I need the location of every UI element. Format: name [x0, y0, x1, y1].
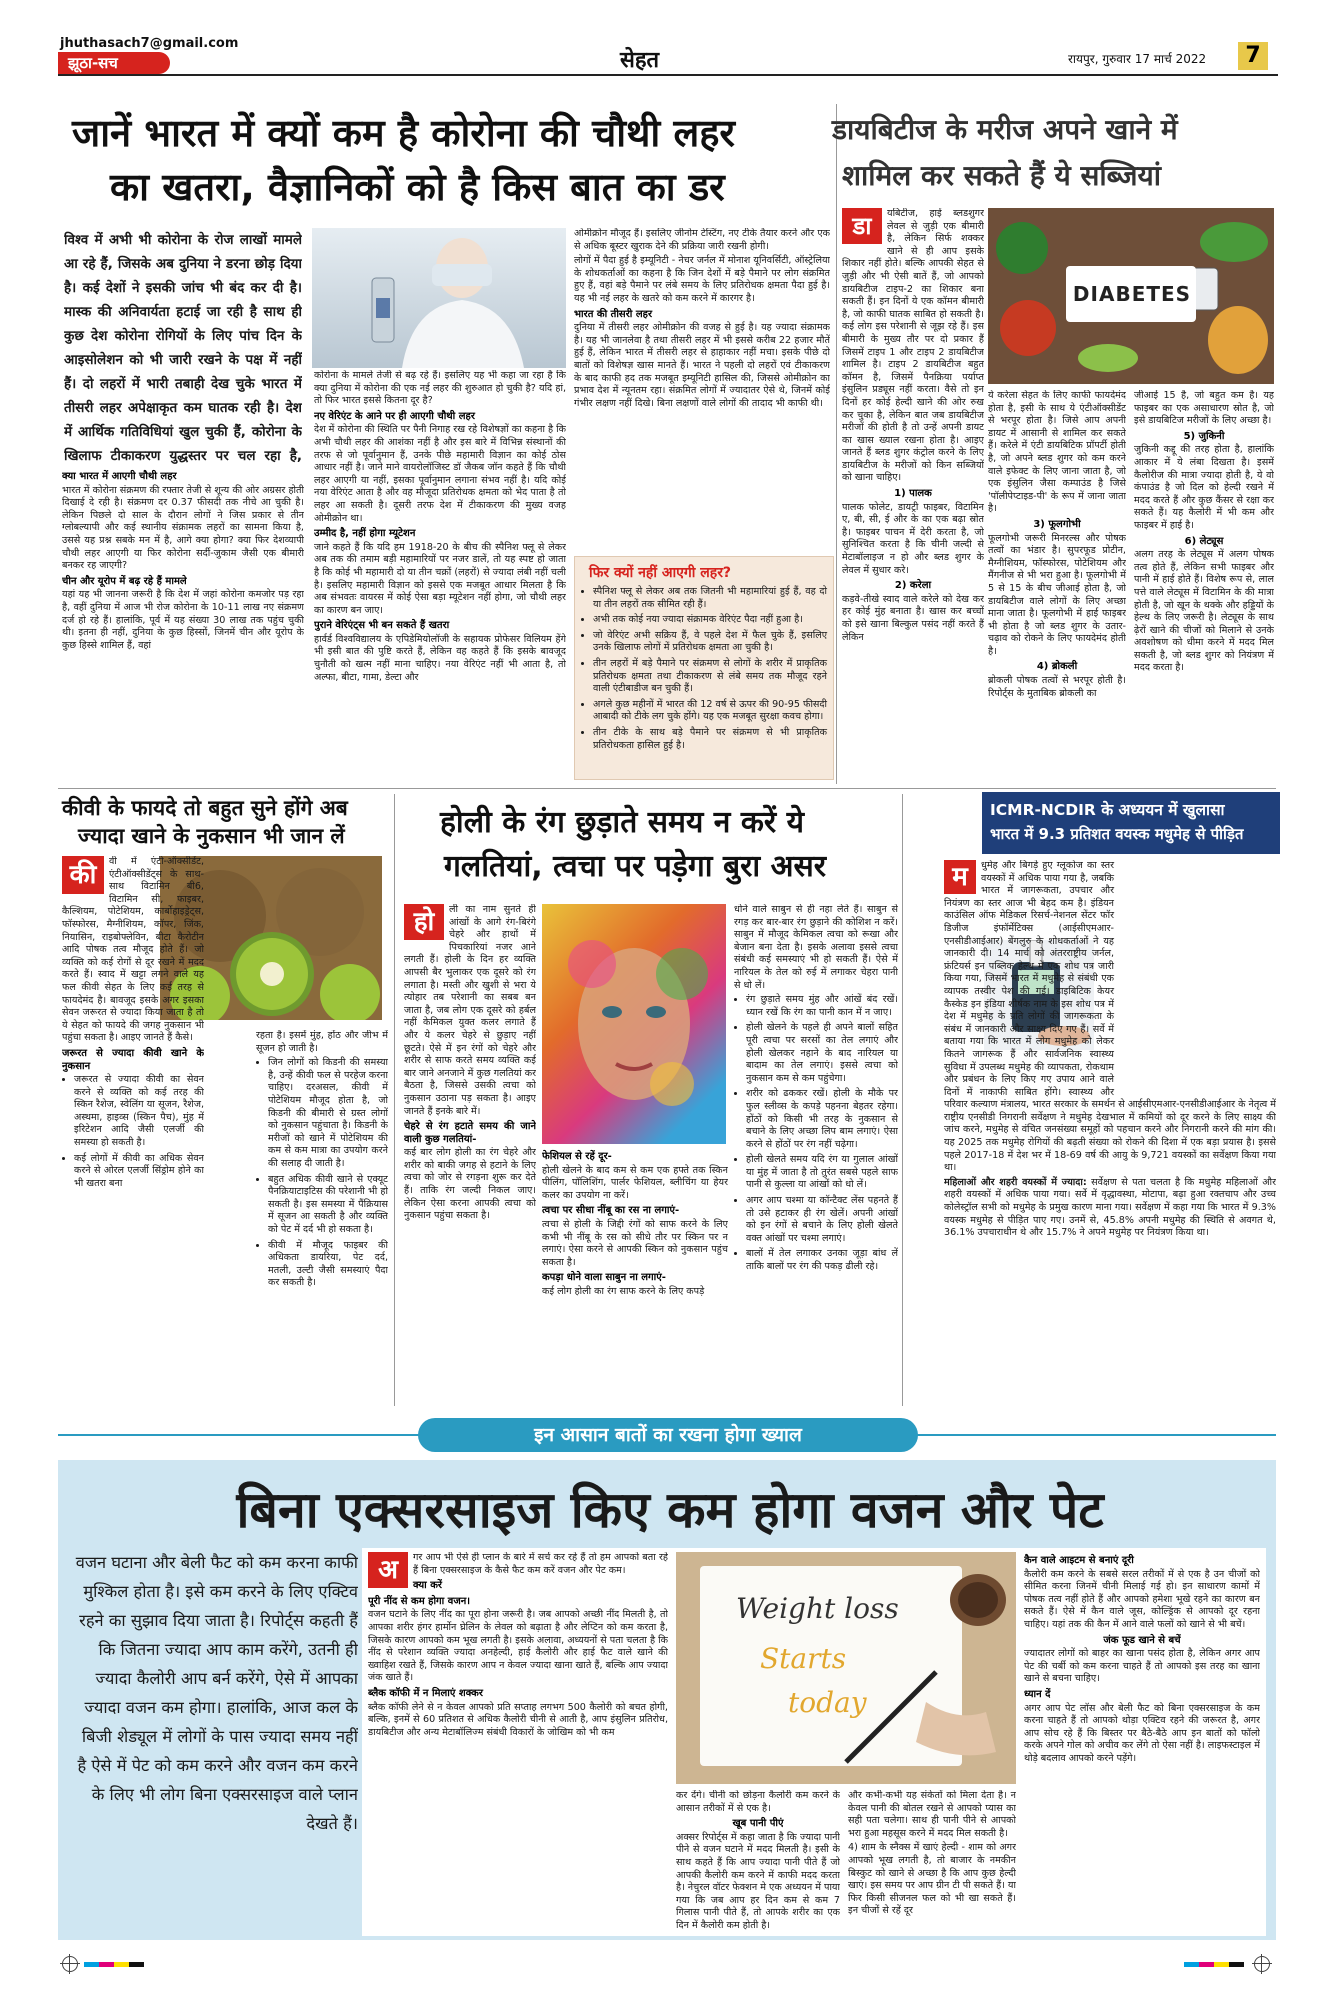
weight-para: गर आप भी ऐसे ही प्लान के बारे में सर्च कर रहे हैं तो हम आपको बता रहे हैं बिना एक्सरसाइज के कैसे फैट कम करें वजन और पेट कम।: [413, 1552, 668, 1576]
kiwi-sub-side-effects: जरूरत से ज्यादा कीवी खाने के नुकसान: [62, 1047, 204, 1072]
diabetes-sub-spinach: 1) पालक: [894, 488, 932, 500]
icmr-banner-line2: भारत में 9.3 प्रतिशत वयस्क मधुमेह से पीड़ित: [990, 825, 1244, 843]
corona-col3: [574, 228, 830, 518]
weight-para: अगर आप पेट लॉस और बेली फैट को बिना एक्सरसाइज के कम करना चाहते हैं तो आपको थोड़ा एक्टिव रहने की जरूरत है, अगर आप सोच रहे हैं कि बिस्तर पर बैठे-बैठे आप इन बातों को फॉलो करके अपने गोल को अचीव कर लेंगे तो ऐसा नहीं है। लाइफस्टाइल में थोड़े बदलाव आपको करने पड़ेंगे।: [1024, 1702, 1260, 1764]
corona-para: जाने कहते हैं कि यदि हम 1918-20 के बीच की स्पैनिश फ्लू से लेकर अब तक की तमाम बड़ी महामारियों पर नजर डालें, तो यह स्पष्ट हो जाता है कि कोई भी महामारी दो या तीन चक्रों (लहरों) से ज्यादा लंबी नहीं चली है। इसलिए महामारी विज्ञान को इससे एक मजबूत आधार मिलता है कि अब संभवतः वायरस में कोई ऐसा बड़ा म्यूटेशन नहीं होगा, जो चौथी लहर का कारण बन जाए।: [314, 541, 566, 616]
corona-headline-line1: जानें भारत में क्यों कम है कोरोना की चौथी लहर: [72, 111, 735, 155]
diabetes-para: फूलगोभी जरूरी मिनरल्स और पोषक तत्वों का भंडार है। सुपरफूड प्रोटीन, मैग्नीशियम, फॉस्फोरस, पोटेशियम और मैंगनीज से भी भरा हुआ है। फूलगोभी में 5 से 15 के बीच जीआई होता है, जो डायबिटीज वाले लोगों के लिए अच्छा माना जाता है। फूलगोभी में हाई फाइबर भी होता है जो ब्लड शुगर के उतार-चढ़ाव को रोकने के लिए फायदेमंद होती है।: [988, 532, 1126, 657]
drop-cap: म: [944, 860, 976, 894]
list-item: • बहुत अधिक कीवी खाने से एक्यूट पैनक्रियाटाइटिस की परेशानी भी हो सकती है। इस समस्या में पैंक्रियास में सूजन आ सकती है और व्यक्ति को पेट में दर्द भी हो सकता है।: [268, 1174, 388, 1237]
weight-para: ब्लैक कॉफी लेने से न केवल आपको प्रति सप्ताह लगभग 500 कैलोरी को बचत होगी, बल्कि, इनमें से 60 प्रतिशत से अधिक कैलोरी चीनी से आती है, आप इंसुलिन प्रतिरोध, डायबिटीज और अन्य मेटाबॉलिज्म संबंधी विकारों के जोखिम को भी कम: [368, 1701, 668, 1738]
diabetes-headline-line2: शामिल कर सकते हैं ये सब्जियां: [842, 159, 1161, 192]
page-number: 7: [1238, 42, 1268, 70]
kiwi-list-2: [256, 1057, 388, 1290]
corona-headline-line2: का खतरा, वैज्ञानिकों को है किस बात का डर: [110, 165, 725, 209]
weight-sub-canned: कैन वाले आइटम से बनाएं दूरी: [1024, 1555, 1134, 1566]
diabetes-para: ये करेला सेहत के लिए काफी फायदेमंद होता है, इसी के साथ ये एंटीऑक्सीडेंट से भरपूर होता है। जिसे आप अपनी डायट में आसानी से शामिल कर सकते हैं। करेले में एंटी डायबिटिक प्रॉपर्टी होती है, जो अपने ब्लड शुगर को कम करने वाले इफेक्ट के लिए जाना जाता है, जो एक इंसुलिन जैसा कम्पाउंड है जिसे 'पॉलीपेप्टाइड-पी' के रूप में जाना जाता है।: [988, 390, 1126, 515]
diabetes-sub-bitter-gourd: 2) करेला: [894, 580, 932, 592]
list-item: • रंग छुड़ाते समय मुंह और आंखें बंद रखें। ध्यान रखें कि रंग का पानी कान में न जाए।: [746, 994, 898, 1019]
weight-headline: बिना एक्सरसाइज किए कम होगा वजन और पेट: [236, 1481, 1104, 1539]
icmr-sub-women-urban: महिलाओं और शहरी वयस्कों में ज्यादा:: [944, 1176, 1087, 1188]
weight-sub-what-to-do: क्या करें: [413, 1580, 442, 1592]
face-illustration: [542, 904, 726, 1144]
icmr-para: धुमेह और बिगड़े हुए ग्लूकोज का स्तर वयस्कों में अधिक पाया गया है, जबकि भारत में जागरूकता, उपचार और नियंत्रण का स्तर आज भी बेहद कम है। इंडियन काउंसिल ऑफ मेडिकल रिसर्च-नेशनल सेंटर फॉर डिजीज इंफॉर्मेटिक्स (आईसीएमआर-एनसीडीआईआर) बेंगलुरु के शोधकर्ताओं ने यह जानकारी दी। 14 मार्च को अंतरराष्ट्रीय जर्नल, फ्रंटियर्स इन पब्लिक हेल्थ में एक शोध पत्र जारी किया गया, जिसमें भारत में मधुमेह से संबंधी एक व्यापक तस्वीर पेश की गई। डाइबिटिक केयर कैस्केड इन इंडिया शीर्षक नाम के इस शोध पत्र में देश में मधुमेह के प्रति लोगों की जागरूकता के संबंध में जानकारी और साक्ष्य दिए गए हैं। सर्वे में बताया गया कि भारत में लोग मधुमेह को लेकर कितने जागरूक हैं और सार्वजनिक स्वास्थ्य सुविधा में उपलब्ध मधुमेह की व्यापकता, रोकथाम और प्रबंधन के लिए किए गए उपाय आने वाले दिनों में नाकाफी साबित होंगे। स्वास्थ्य और परिवार कल्याण मंत्रालय, भारत सरकार के समर्थन से आईसीएमआर-एनसीडीआईआर के नेतृत्व में राष्ट्रीय एनसीडी निगरानी सर्वेक्षण ने मधुमेह देखभाल में कमियों को दूर करने के लिए साक्ष्य की जांच करने, मधुमेह से वंचित जनसंख्या समूहों को पहचान करने और निगरानी करने की मांग की। यह 2025 तक मधुमेह रोगियों की बढ़ती संख्या को रोकने की दिशा में एक बड़ा प्रयास है। इससे पहले 2017-18 में देश भर में 18-69 वर्ष की आयु के 9,721 वयस्कों का सर्वेक्षण किया गया था।: [944, 860, 1276, 1174]
weight-strip-title: इन आसान बातों का रखना होगा ख्याल: [418, 1418, 918, 1452]
corona-para: हार्वर्ड विश्वविद्यालय के एपिडेमियोलॉजी के सहायक प्रोफेसर विलियम हेंगे भी इसी बात की पुष्टि करते हैं, लेकिन वह कहते हैं कि इसके बावजूद चुनौती को खत्म नहीं माना चाहिए। नया वेरिएंट नहीं भी आता है, तो अल्फा, बीटा, गामा, डेल्टा और: [314, 633, 566, 683]
holi-sub-soap: कपड़ा धोने वाला साबुन ना लगाएं-: [542, 1272, 666, 1284]
weight-col3: [848, 1790, 1016, 1934]
weight-col1: [368, 1552, 668, 1934]
weight-sub-water: खूब पानी पीएं: [732, 1818, 784, 1830]
list-item: • कीवी में मौजूद फाइबर की अधिकता डायरिया, पेट दर्द, मतली, उल्टी जैसी समस्याएं पैदा कर सकती है।: [268, 1240, 388, 1290]
list-item: • अगले कुछ महीनों में भारत की 12 वर्ष से ऊपर की 90-95 फीसदी आबादी को टीके लग चुके होंगे। यह एक मजबूत सुरक्षा कवच होगा।: [593, 699, 827, 724]
list-item: • बालों में तेल लगाकर उनका जूड़ा बांध लें ताकि बालों पर रंग की पकड़ ढीली रहे।: [746, 1248, 898, 1273]
diabetes-sub-zucchini: 5) जुकिनी: [1183, 430, 1225, 442]
holi-para: कई लोग होली का रंग साफ करने के लिए कपड़े: [542, 1285, 705, 1297]
registration-mark: [62, 1956, 78, 1972]
corona-sub-old-variants: पुराने वेरिएंट्स भी बन सकते हैं खतरा: [314, 620, 450, 632]
kiwi-list-1: [62, 1074, 204, 1190]
drop-cap: हो: [404, 904, 444, 940]
holi-tips-list: [734, 994, 898, 1273]
list-item: • जो वेरिएंट अभी सक्रिय हैं, वे पहले देश में फैल चुके हैं, इसलिए उनके खिलाफ लोगों में प्रतिरोधक क्षमता आ चुकी है।: [593, 630, 827, 655]
kiwi-headline-line1: कीवी के फायदे तो बहुत सुने होंगे अब: [62, 796, 348, 820]
diabetes-col1: [842, 208, 984, 788]
weight-notebook-image: [676, 1552, 1016, 1784]
holi-sub-lemon: त्वचा पर सीधा नींबू का रस ना लगाएं-: [542, 1205, 680, 1217]
corona-para: देश में कोरोना की स्थिति पर पैनी निगाह रख रहे विशेषज्ञों का कहना है कि अभी चौथी लहर की आशंका नहीं है और इस बारे में विभिन्न संस्थानों की तरफ से जो पूर्वानुमान हैं, उनके पीछे महामारी विज्ञान का कोई ठोस आधार नहीं है। जाने माने वायरोलॉजिस्ट डॉ जैकब जॉन कहते हैं कि चौथी लहर आएगी या नहीं, इसका पूर्वानुमान लगाना संभव नहीं है। यदि कोई नया वेरिएंट आता है और वह मौजूदा प्रतिरोधक क्षमता को भेद पाता है तो लहर आ सकती है। दूसरी तरफ देश में टीकाकरण की मुख्य वजह ओमीक्रोन था।: [314, 424, 566, 524]
corona-doctor-image: [312, 228, 566, 368]
divider: [58, 788, 1276, 789]
section-title: सेहत: [620, 48, 660, 73]
color-bar: [1184, 1962, 1244, 1967]
diabetes-para: जुकिनी कद्दू की तरह होता है, हालांकि आकार में ये लंबा दिखता है। इसमें कैलोरीज की मात्रा ज्यादा होती है, ये वो कंपाउंड है जो दिल को हेल्दी रखने में मदद करते हैं और कुछ कैंसर से रक्षा कर सकते हैं। यह कैलोरी में भी कम और फाइबर में हाई है।: [1134, 444, 1274, 531]
notebook-text-3: today: [788, 1686, 867, 1719]
weight-strip: [58, 1418, 1276, 1452]
weight-sub-sleep: पूरी नींद से कम होगा वजन।: [368, 1595, 471, 1607]
drop-cap: की: [62, 856, 104, 894]
corona-para: यहां यह भी जानना जरूरी है कि देश में जहां कोरोना कमजोर पड़ रहा है, वहीं दुनिया में आज भी रोज कोरोना के 10-11 लाख नए संक्रमण दर्ज हो रहे हैं। हालांकि, पूर्व में यह संख्या 30 लाख तक पहुंच चुकी थी। इतना ही नहीं, दुनिया के कुछ हिस्सों, जिनमें चीन और यूरोप के कुछ हिस्से शामिल हैं, वहां: [62, 589, 304, 651]
header-email: jhuthasach7@gmail.com: [60, 36, 239, 51]
list-item: • जरूरत से ज्यादा कीवी का सेवन करने से व्यक्ति को कई तरह की स्किन रैशेज, स्वेलिंग या सूजन, रैशेज, अस्थमा, हाइव्स (स्किन पैच), मुंह में इरिटेशन आदि जैसी एलर्जी की समस्या हो सकती है।: [74, 1074, 204, 1150]
weight-sub-junk-food: जंक फूड खाने से बचें: [1103, 1634, 1181, 1646]
diabetes-para: अलग तरह के लेट्यूस में अलग पोषक तत्व होते हैं, लेकिन सभी फाइबर और पानी में हाई होते हैं। विशेष रूप से, लाल पत्ते वाले लेट्यूस में विटामिन के की मात्रा होती है, जो खून के थक्के और हड्डियों के हेल्थ के लिए जरूरी है। लेट्यूस के साथ ढ़ेरों खाने की चीजों को मिलाने से उनके अवशोषण को धीमा करने में मदद मिल सकती है, जो ब्लड शुगर को नियंत्रण में मदद करता है।: [1134, 549, 1274, 674]
corona-why-box: [574, 556, 834, 780]
header-rule: [58, 74, 1278, 76]
holi-para: धोने वाले साबुन से ही नहा लेते हैं। साबुन से रगड़ कर बार-बार रंग छुड़ाने की कोशिश न करें। साबुन में मौजूद केमिकल त्वचा को रूखा और बेजान बना देता है। इसके अलावा इससे त्वचा संबंधी कई समस्याएं भी हो सकती हैं। ऐसे में नारियल के तेल को रुई में लगाकर चेहरा पानी से धो लें।: [734, 904, 898, 991]
weight-sub-note: ध्यान दें: [1024, 1688, 1051, 1700]
corona-sub-third-wave: भारत की तीसरी लहर: [574, 308, 653, 320]
list-item: • होली खेलने के पहले ही अपने बालों सहित पूरी त्वचा पर सरसों का तेल लगाएं और होली खेलकर नहाने के बाद नारियल या बादाम का तेल लगाएं। इससे त्वचा को नुकसान कम से कम पहुंचेगा।: [746, 1022, 898, 1085]
kiwi-col1: [62, 856, 204, 1404]
weight-para: कर देंगे। चीनी को छोड़ना कैलोरी कम करने के आसान तरीकों में से एक है।: [676, 1790, 840, 1814]
weight-para: वजन घटाने के लिए नींद का पूरा होना जरूरी है। जब आपको अच्छी नींद मिलती है, तो आपका शरीर हंगर हार्मोन घ्रेलिन के लेवल को बढ़ाता है और लेप्टिन को कम करता है, जिसके कारण आपको कम भूख लगती है। इसके अलावा, अध्ययनों से पता चलता है कि नींद से परेशान व्यक्ति ज्यादा अनहेल्दी, हाई कैलोरी और हाई फैट वाले खाने की ख्वाहिश रखते हैं, जिसके कारण आप न केवल ज्यादा खाना खाते हैं, बल्कि आप ज्यादा जंक खाते हैं।: [368, 1609, 668, 1684]
color-bar: [84, 1962, 144, 1967]
weight-para: ज्यादातर लोगों को बाहर का खाना पसंद होता है, लेकिन अगर आप पेट की चर्बी को कम करना चाहते हैं तो आपको इस तरह का खाना खाने से बचना चाहिए।: [1024, 1648, 1260, 1685]
weight-col4: [1024, 1552, 1260, 1934]
icmr-banner: [982, 792, 1280, 854]
image-spacer: [1118, 898, 1276, 1094]
holi-col3: [734, 904, 898, 1404]
divider: [902, 794, 903, 1406]
holi-para: ली का नाम सुनते ही आंखों के आगे रंग-बिरंगे चेहरे और हाथों में पिचकारियां नजर आने लगती हैं। होली के दिन हर व्यक्ति आपसी बैर भुलाकर एक दूसरे को रंग लगाता है। मस्ती और खुशी से भरा ये त्योहार तब परेशानी का सबब बन जाता है, जब लोग एक दूसरे को हर्बल नहीं केमिकल युक्त कलर लगाते हैं और ये कलर चेहरे से छुड़ाए नहीं छूटते। ऐसे में इन रंगों को चेहरे और शरीर से साफ करते समय व्यक्ति कई बार जाने अनजाने में कुछ गलतियां कर बैठता है, जिससे उसकी त्वचा को नुकसान उठाना पड़ सकता है। आइए जानते हैं इनके बारे में।: [404, 904, 536, 1117]
diabetes-para: कड़वे-तीखे स्वाद वाले करेले को देख कर हर कोई मुंह बनाता है। खास कर बच्चों को इसे खाना बिल्कुल पसंद नहीं करते हैं लेकिन: [842, 593, 984, 643]
diabetes-col2: [988, 390, 1126, 786]
holi-sub-mistakes: चेहरे से रंग हटाते समय की जाने वाली कुछ गलतियां-: [404, 1121, 536, 1145]
weight-para: 4) शाम के स्नैक्स में खाएं हेल्दी - शाम को अगर आपको भूख लगती है, तो बाजार के नमकीन बिस्कुट को खाने से अच्छा है कि आप कुछ हेल्दी खाएं। इस समय पर आप ग्रीन टी पी सकते हैं। या फिर किसी सीजनल फल को भी खा सकते हैं। इन चीजों से रहें दूर: [848, 1842, 1016, 1917]
corona-col2: [314, 370, 566, 776]
drop-cap: डा: [842, 208, 882, 244]
icmr-body: [944, 860, 1276, 1406]
diabetes-para: ब्रोकली पोषक तत्वों से भरपूर होती है। रिपोर्ट्स के मुताबिक ब्रोकली का: [988, 675, 1126, 699]
list-item: • होली खेलते समय यदि रंग या गुलाल आंखों या मुंह में जाता है तो तुरंत सबसे पहले साफ पानी से कुल्ला या आंखों को धो लें।: [746, 1154, 898, 1192]
corona-para: ओमीक्रोन मौजूद हैं। इसलिए जीनोम टेस्टिंग, नए टीके तैयार करने और एक से अधिक बूस्टर खुराक देने की प्रक्रिया जारी रखनी होगी।: [574, 228, 830, 252]
diabetes-para: पालक फोलेट, डायट्री फाइबर, विटामिन ए, बी, सी, ई और के का एक बढ़ा स्रोत है। फाइबर पाचन में देरी करता है, जो सुनिश्चित करता है कि चीनी जल्दी से मेटाबॉलाइज न हो और ब्लड शुगर के लेवल में सुधार करे।: [842, 501, 984, 576]
divider: [394, 794, 395, 1406]
list-item: • कई लोगों में कीवी का अधिक सेवन करने से ओरल एलर्जी सिंड्रोम होने का भी खतरा बना: [74, 1153, 204, 1191]
holi-para: त्वचा से होली के जिद्दी रंगों को साफ करने के लिए कभी भी नींबू के रस को सीधे तौर पर स्किन पर न लगाएं। ऐसा करने से आपकी स्किन को नुकसान पहुंच सकता है।: [542, 1218, 728, 1268]
corona-sub-no-mutation: उम्मीद है, नहीं होगा म्यूटेशन: [314, 528, 416, 540]
list-item: • अभी तक कोई नया ज्यादा संक्रामक वेरिएंट पैदा नहीं हुआ है।: [593, 614, 827, 627]
doctor-illustration: [312, 228, 566, 368]
diabetes-para: जीआई 15 है, जो बहुत कम है। यह फाइबर का एक असाधारण स्रोत है, जो इसे डायबिटिज मरीजों के लिए अच्छा है।: [1134, 390, 1274, 427]
corona-para: कोरोना के मामले तेजी से बढ़ रहे हैं। इसलिए यह भी कहा जा रहा है कि क्या दुनिया में कोरोना की एक नई लहर की शुरुआत हो चुकी है? यदि हां, तो फिर भारत इससे कितना दूर है?: [314, 370, 566, 407]
weight-para: और कभी-कभी यह संकेतों को मिला देता है। न केवल पानी की बोतल रखने से आपको प्यास का सही पता चलेगा। साथ ही पानी पीने से आपको भरा हुआ महसूस करने में मदद मिल सकती है।: [848, 1790, 1016, 1839]
diabetes-col3: [1134, 390, 1274, 786]
drop-cap: अ: [368, 1552, 408, 1588]
list-item: • जिन लोगों को किडनी की समस्या है, उन्हें कीवी फल से परहेज करना चाहिए। दरअसल, कीवी में पोटेशियम मौजूद होता है, जो किडनी की बीमारी से ग्रस्त लोगों को नुकसान पहुंचाता है। किडनी के मरीजों को खाने में पोटेशियम की कम से कम मात्रा का उपयोग करने की सलाह दी जाती है।: [268, 1057, 388, 1170]
list-item: • तीन टीके के साथ बड़े पैमाने पर संक्रमण से भी प्राकृतिक प्रतिरोधकता हासिल हुई है।: [593, 727, 827, 752]
corona-para: दुनिया में तीसरी लहर ओमीक्रोन की वजह से हुई है। यह ज्यादा संक्रामक है। यह भी जानलेवा है तथा तीसरी लहर में भी इससे करीब 22 हजार मौतें हुई हैं, लेकिन भारत में तीसरी लहर से हाहाकार नहीं मचा। इसके पीछे दो बातों को विशेषज्ञ खास मानते हैं। भारत ने पहली दो लहरों एवं टीकाकरण के बाद काफी हद तक मजबूत इम्यूनिटी हासिल की, जिससे ओमीक्रोन का प्रभाव देश में न्यूनतम रहा। संक्रमित लोगों में ज्यादातर ऐसे थे, जिनमें कोई गंभीर लक्षण नहीं दिखे। बिना लक्षणों वाले लोगों की तादाद भी काफी थी।: [574, 322, 830, 409]
weight-intro: वजन घटाना और बेली फैट को कम करना काफी मुश्किल होता है। इसे कम करने के लिए एक्टिव रहने का सुझाव दिया जाता है। रिपोर्ट्स कहती हैं कि जितना ज्यादा आप काम करेंगे, उतनी ही ज्यादा कैलोरी आप बर्न करेंगे, ऐसे में आपका ज्यादा वजन कम होगा। हालांकि, आज कल के बिजी शेड्यूल में लोगों के पास ज्यादा समय नहीं है ऐसे में पेट को कम करने और वजन कम करने के लिए भी लोग बिना एक्सरसाइज वाले प्लान देखते हैं।: [75, 1553, 358, 1833]
registration-mark: [1254, 1956, 1270, 1972]
icmr-para: महिलाओं और शहरी वयस्कों में ज्यादा: सर्वेक्षण से पता चलता है कि मधुमेह महिलाओं और शहरी वयस्कों में अधिक पाया गया। सर्वे में वृद्धावस्था, मोटापा, बढ़ा हुआ रक्तचाप और उच्च कोलेस्ट्रॉल सभी को मधुमेह के प्रमुख कारण माना गया। सर्वेक्षण में कहा गया कि भारत में 9.3% वयस्क मधुमेह से पीड़ित पाए गए। उनमें से, 45.8% अपनी मधुमेह की स्थिति से अवगत थे, 36.1% उपचाराधीन थे और 15.7% ने अपने मधुमेह पर नियंत्रण किया था।: [944, 1176, 1276, 1239]
corona-sub-china-europe: चीन और यूरोप में बढ़ रहे हैं मामले: [62, 575, 187, 587]
corona-sub-fourth-wave: क्या भारत में आएगी चौथी लहर: [62, 471, 177, 482]
kiwi-para: रहता है। इसमें मुंह, होंठ और जीभ में सूजन हो जाती है।: [256, 1030, 388, 1054]
diabetes-sub-lettuce: 6) लेट्यूस: [1184, 535, 1224, 547]
list-item: • स्पैनिश फ्लू से लेकर अब तक जितनी भी महामारियां हुई हैं, वह दो या तीन लहरों तक सीमित रही हैं।: [593, 586, 827, 611]
kiwi-col2: [256, 1030, 388, 1404]
list-item: • अगर आप चश्मा या कॉन्टैक्ट लेंस पहनते हैं तो उसे हटाकर ही रंग खेलें। अपनी आंखों को इन रंगों से बचाने के लिए होली खेलते वक्त आंखों पर चश्मा लगाएं।: [746, 1195, 898, 1245]
brand-tag: झूठा-सच: [58, 52, 170, 74]
corona-col1: [62, 468, 304, 776]
holi-headline-line2: गलतियां, त्वचा पर पड़ेगा बुरा असर: [444, 849, 827, 884]
corona-sub-new-variant: नए वेरिएंट के आने पर ही आएगी चौथी लहर: [314, 410, 475, 422]
weight-para: अक्सर रिपोर्ट्स में कहा जाता है कि ज्यादा पानी पीने से वजन घटाने में मदद मिलती है। इसी के साथ कहते हैं कि आप ज्यादा पानी पीते हैं जो आपकी कैलोरी कम करने में काफी मदद करता है। नेचुरल वॉटर फेक्शन मे एक अध्ययन में पाया गया कि जब आप हर दिन कम से कम 7 गिलास पानी पीते हैं, तो आपके शरीर का एक दिन में कैलोरी कम होती है।: [676, 1831, 840, 1931]
dateline: रायपुर, गुरुवार 17 मार्च 2022: [1068, 52, 1207, 66]
diabetes-image-label: DIABETES: [1072, 282, 1192, 306]
list-item: • शरीर को ढककर रखें। होली के मौके पर फुल स्लीव्स के कपड़े पहनना बेहतर रहेगा। होंठों को किसी भी तरह के नुकसान से बचाने के लिए अच्छा लिप बाम लगाएं। ऐसा करने से होंठों पर रंग नहीं चढ़ेगा।: [746, 1088, 898, 1151]
corona-intro: विश्व में अभी भी कोरोना के रोज लाखों मामले आ रहे हैं, जिसके अब दुनिया ने डरना छोड़ दिया है। कई देशों ने इसकी जांच भी बंद कर दी है। मास्क की अनिवार्यता हटाई जा रही है साथ ही कुछ देश कोरोना रोगियों के लिए पांच दिन के आइसोलेशन को भी जारी रखने के पक्ष में नहीं हैं। दो लहरों में भारी तबाही देख चुके भारत में तीसरी लहर अपेक्षाकृत कम घातक रही है। देश में आर्थिक गतिविधियां खुल चुकी हैं, कोरोना के खिलाफ टीकाकरण युद्धस्तर पर चल रहा है,: [64, 232, 302, 464]
notebook-text-1: Weight loss: [736, 1592, 899, 1625]
list-item: • तीन लहरों में बड़े पैमाने पर संक्रमण से लोगों के शरीर में प्राकृतिक प्रतिरोधक क्षमता तथा टीकाकरण से लंबे समय तक मौजूद रहने वाली एंटीबाडीज बन चुकी हैं।: [593, 658, 827, 696]
holi-face-image: [542, 904, 726, 1144]
divider: [836, 104, 837, 784]
notebook-text-2: Starts: [760, 1642, 847, 1675]
holi-headline-line1: होली के रंग छुड़ाते समय न करें ये: [440, 805, 805, 840]
diabetes-headline-line1: डायबिटीज के मरीज अपने खाने में: [832, 113, 1178, 146]
diabetes-sub-cauliflower: 3) फूलगोभी: [1033, 518, 1081, 530]
weight-col2: [676, 1790, 840, 1934]
corona-why-box-title: फिर क्यों नहीं आएगी लहर?: [589, 565, 732, 581]
diabetes-vegetables-image: [988, 208, 1274, 384]
holi-caption: फेशियल से रहें दूर-: [542, 1151, 612, 1162]
diabetes-sub-broccoli: 4) ब्रोकली: [1036, 661, 1078, 673]
diabetes-para: यबिटीज, हाई ब्लडशुगर लेवल से जुड़ी एक बीमारी है, लेकिन सिर्फ शक्कर खाने से ही आप इसके शिकार नहीं होते। बल्कि आपकी सेहत से जुड़ी और भी ऐसी बातें हैं, जो आपको डायबिटीज टाइप-2 का शिकार बना सकती हैं। इन दिनों ये एक कॉमन बीमारी है, जो काफी घातक साबित हो सकती है। कई लोग इस परेशानी से जूझ रहे हैं। इस बीमारी के मुख्य तौर पर दो प्रकार हैं जिसमें टाइप 1 और टाइप 2 डायबिटीज शामिल है। टाइप 2 डायबिटीज बहुत कॉमन है, जिसमें पैनक्रिया पर्याप्त इंसुलिन प्रड्यूस नहीं करता। वैसे तो इन दिनों हर कोई हेल्दी खाने की ओर रुख कर चुका है, लेकिन बात जब डायबिटीज मरीजों की होती है तो उन्हें अपनी डायट का खास ख्याल रखना होता है। आइए जानते हैं ब्लड शुगर कंट्रोल करने के लिए डायबिटीज के मरीजों को किन सब्जियों को खाना चाहिए।: [842, 208, 984, 484]
holi-col2: [542, 1148, 728, 1404]
corona-para: लोगों में पैदा हुई है इम्यूनिटी - नेचर जर्नल में मोनाश यूनिवर्सिटी, ऑस्ट्रेलिया के शोधकर्ताओं का कहना है कि जिन देशों में बड़े पैमाने पर लोग संक्रमित हुए हैं, वहां बड़े पैमाने पर लंबे समय के लिए प्रतिरोधक क्षमता पैदा हुई है। यह भी नई लहर के खतरे को कम करने में कारगर है।: [574, 255, 830, 304]
weight-para: कैलोरी कम करने के सबसे सरल तरीकों में से एक है उन चीजों को सीमित करना जिनमें चीनी मिलाई गई हो। इन साधारण कामों में पोषक तत्व नहीं होते हैं और आपको हमेशा भूखे रहने का कारण बन सकते हैं। ऐसे में कैन वाले जूस, कोल्ड्रिंक से आपको दूर रहना चाहिए। यहां तक की कैन में आने वाले फलों को खाने से भी बचें।: [1024, 1568, 1260, 1630]
weight-sub-black-coffee: ब्लैक कॉफी में न मिलाएं शक्कर: [368, 1687, 483, 1699]
kiwi-headline-line2: ज्यादा खाने के नुकसान भी जान लें: [78, 824, 345, 848]
holi-col1: [404, 904, 536, 1404]
corona-para: भारत में कोरोना संक्रमण की रफ्तार तेजी से शून्य की ओर अग्रसर होती दिखाई दे रही है। संक्रमण दर 0.37 फीसदी तक नीचे आ चुकी है। लेकिन पिछले दो साल के दौरान लोगों ने जिस प्रकार से तीन ग्लोबल्यापी और कई स्थानीय संक्रामक लहरों का सामना किया है, उससे यह प्रश्न सबके मन में है, आगे क्या होगा? क्या फिर देशव्यापी चौथी लहर आएगी या फिर कोरोना सर्दी-जुकाम जैसी एक बीमारी बनकर रह जाएगी?: [62, 484, 304, 572]
icmr-banner-line1: ICMR-NCDIR के अध्ययन में खुलासा: [990, 801, 1225, 819]
holi-para: होली खेलने के बाद कम से कम एक हफ्ते तक स्किन पीलिंग, पॉलिशिंग, पार्लर फेशियल, ब्लीचिंग या हेयर कलर का उपयोग ना करें।: [542, 1164, 728, 1201]
kiwi-para: वी में एंटी-ऑक्सीडेंट, एंटीऑक्सीडेंट्स के साथ-साथ विटामिन बी6, विटामिन सी, फाइबर, कैल्शियम, पोटेशियम, कार्बोहाइड्रेट्स, फॉस्फोरस, मैग्नीशियम, कॉपर, जिंक, नियासिन, राइबोफ्लेविन, बीटा कैरोटीन आदि पोषक तत्व मौजूद होते हैं। जो व्यक्ति को कई रोगों से दूर रखने में मदद करते हैं। स्वाद में खट्टा लगने वाले यह फल कीवी सेहत के लिए कई तरह से फायदेमंद है। बावजूद इसके अगर इसका सेवन जरूरत से ज्यादा किया जाता है तो ये सेहत को फायदे की जगह नुकसान भी पहुंचा सकता है। आइए जानते हैं कैसे।: [62, 856, 204, 1044]
corona-why-list: [575, 586, 833, 752]
holi-para: कई बार लोग होली का रंग चेहरे और शरीर को बाकी जगह से हटाने के लिए त्वचा को जोर से रगड़ना शुरू कर देते हैं। ताकि रंग जल्दी निकल जाए। लेकिन ऐसा करना आपकी त्वचा को नुकसान पहुंचा सकता है।: [404, 1147, 536, 1222]
